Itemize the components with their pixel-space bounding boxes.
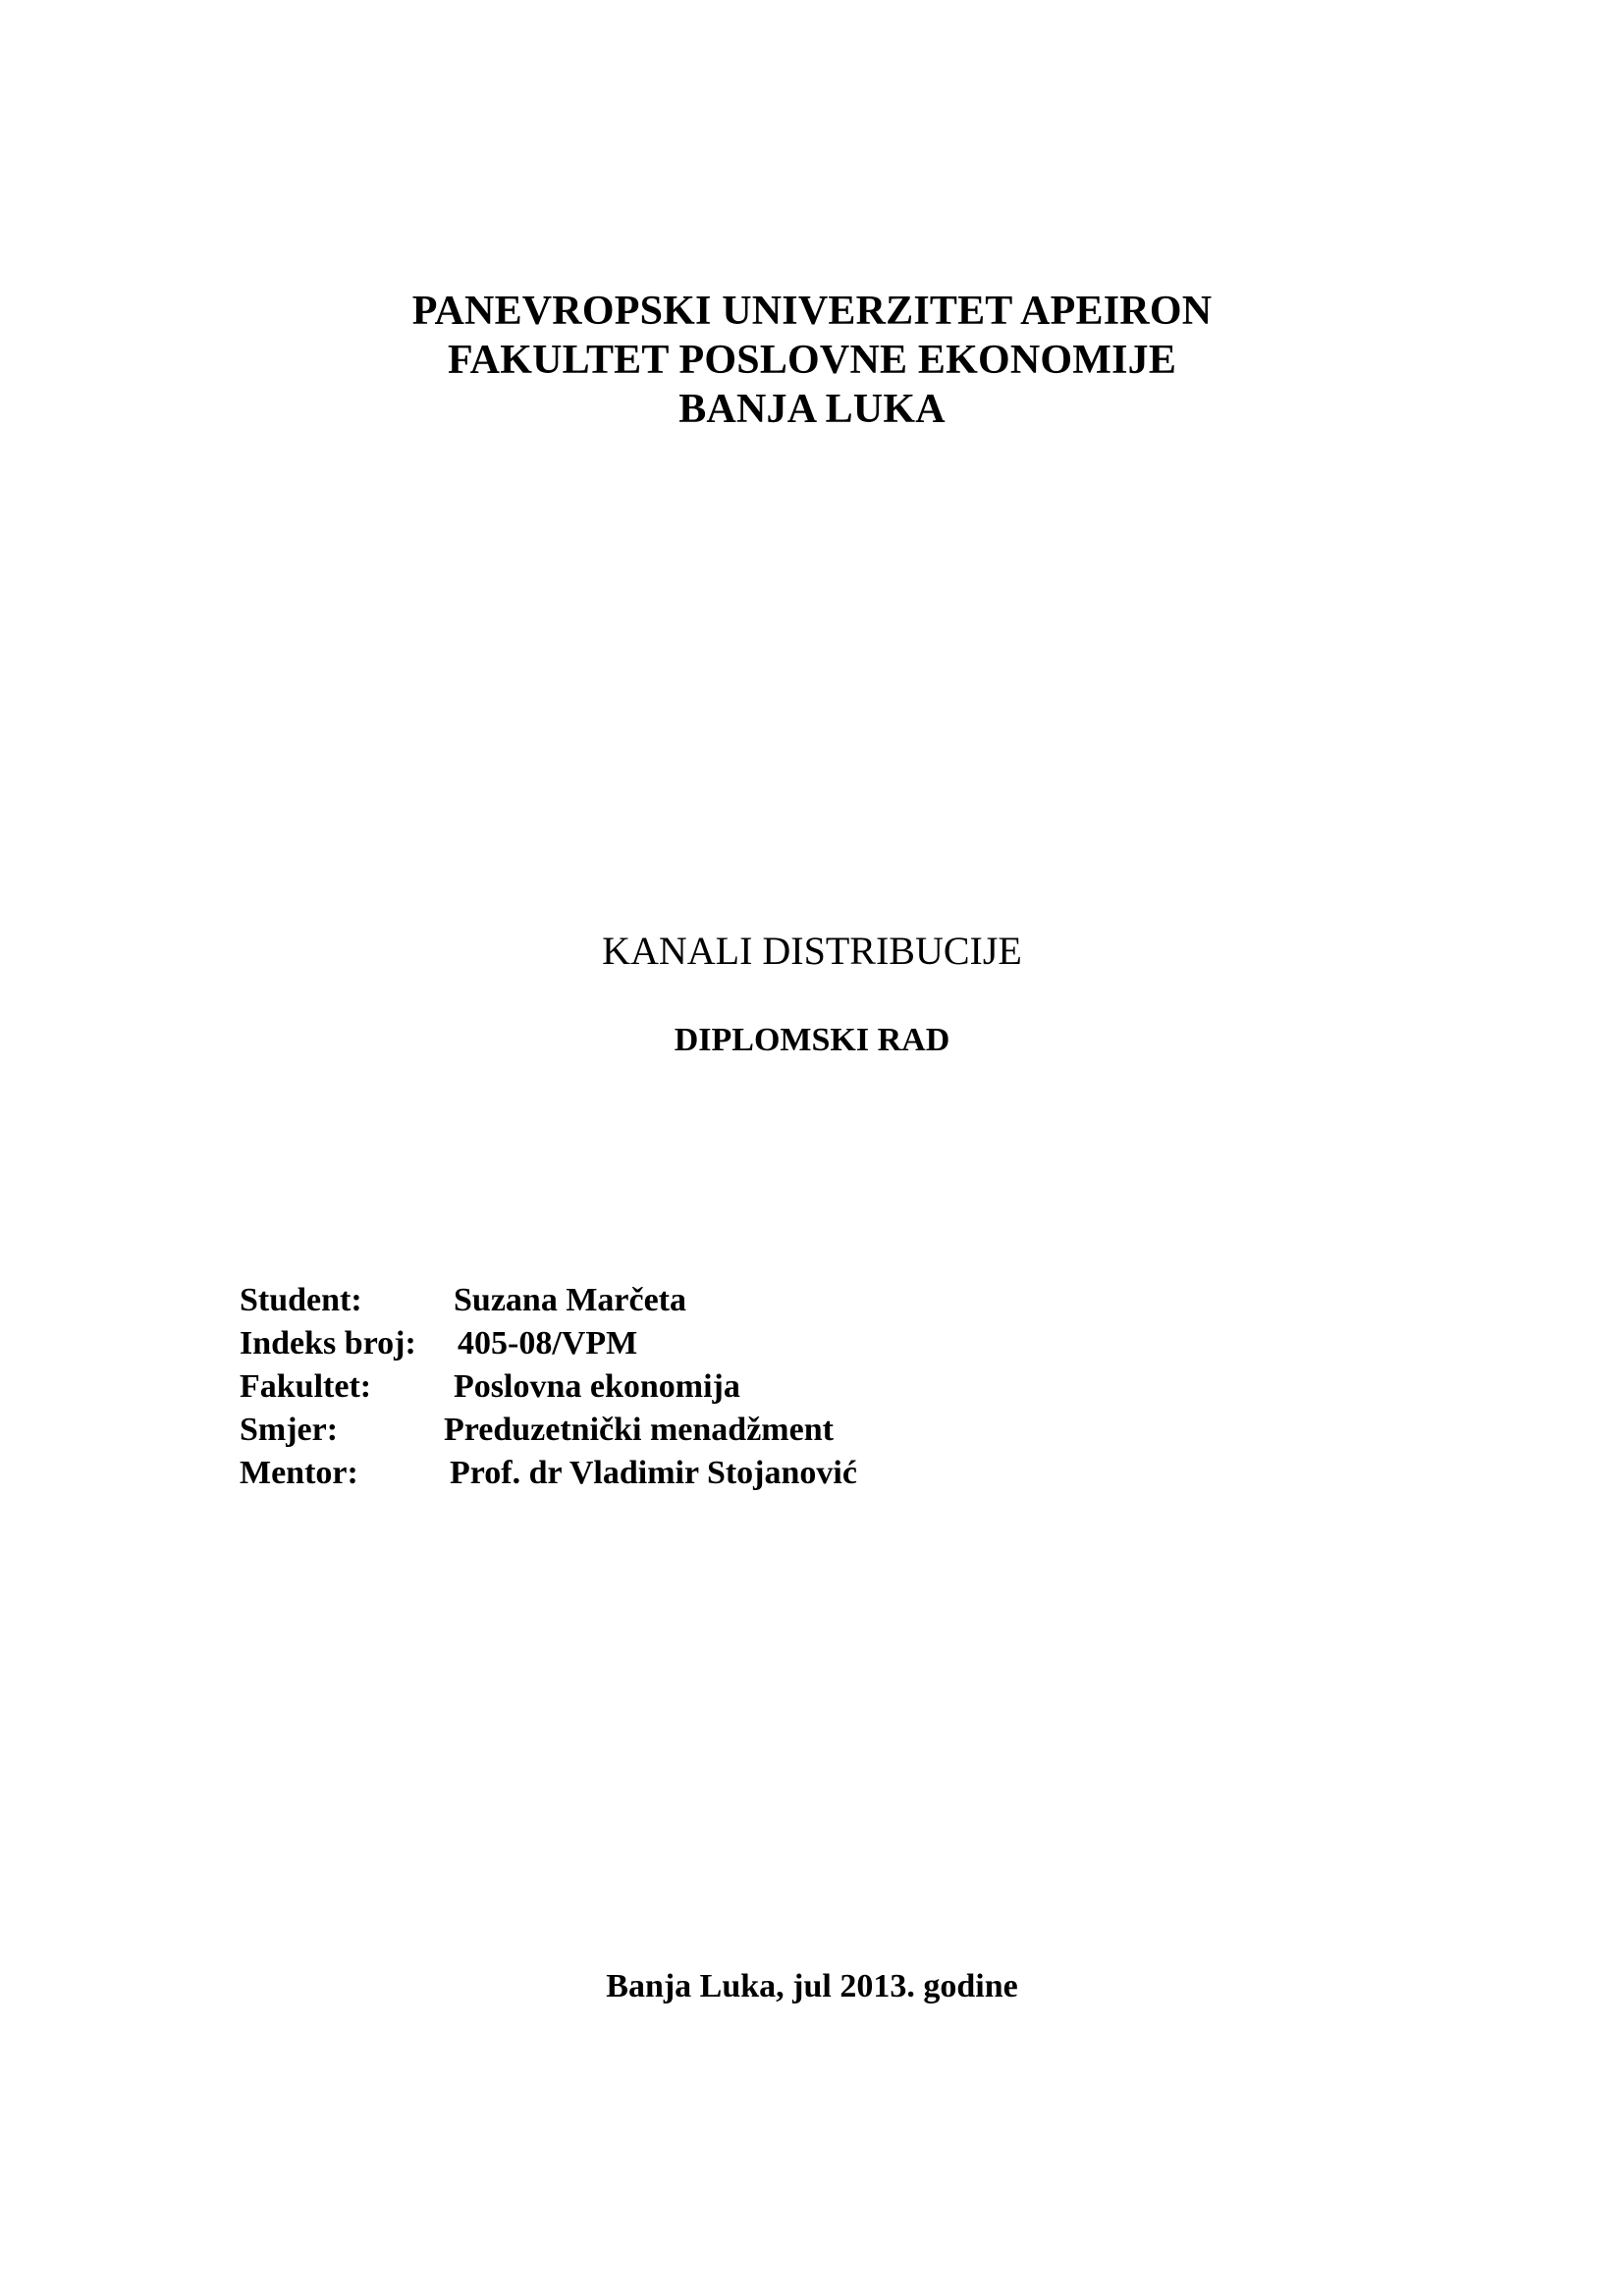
faculty-name: FAKULTET POSLOVNE EKONOMIJE bbox=[447, 338, 1177, 383]
info-value: Poslovna ekonomija bbox=[454, 1368, 740, 1405]
info-label: Smjer: bbox=[240, 1412, 339, 1448]
info-label: Indeks broj: bbox=[240, 1325, 416, 1362]
info-value: Prof. dr Vladimir Stojanović bbox=[450, 1455, 857, 1491]
info-label: Fakultet: bbox=[240, 1368, 372, 1405]
university-name: PANEVROPSKI UNIVERZITET APEIRON bbox=[411, 289, 1213, 334]
info-label: Mentor: bbox=[240, 1455, 358, 1491]
thesis-type: DIPLOMSKI RAD bbox=[674, 1022, 950, 1058]
info-value: Suzana Marčeta bbox=[454, 1282, 687, 1318]
place-and-date: Banja Luka, jul 2013. godine bbox=[606, 1968, 1018, 2004]
info-value: 405-08/VPM bbox=[458, 1325, 638, 1362]
thesis-title: KANALI DISTRIBUCIJE bbox=[602, 929, 1022, 973]
city-name: BANJA LUKA bbox=[678, 387, 946, 432]
info-value: Preduzetnički menadžment bbox=[444, 1412, 834, 1448]
institution-header bbox=[0, 287, 1624, 434]
info-label: Student: bbox=[240, 1282, 362, 1318]
